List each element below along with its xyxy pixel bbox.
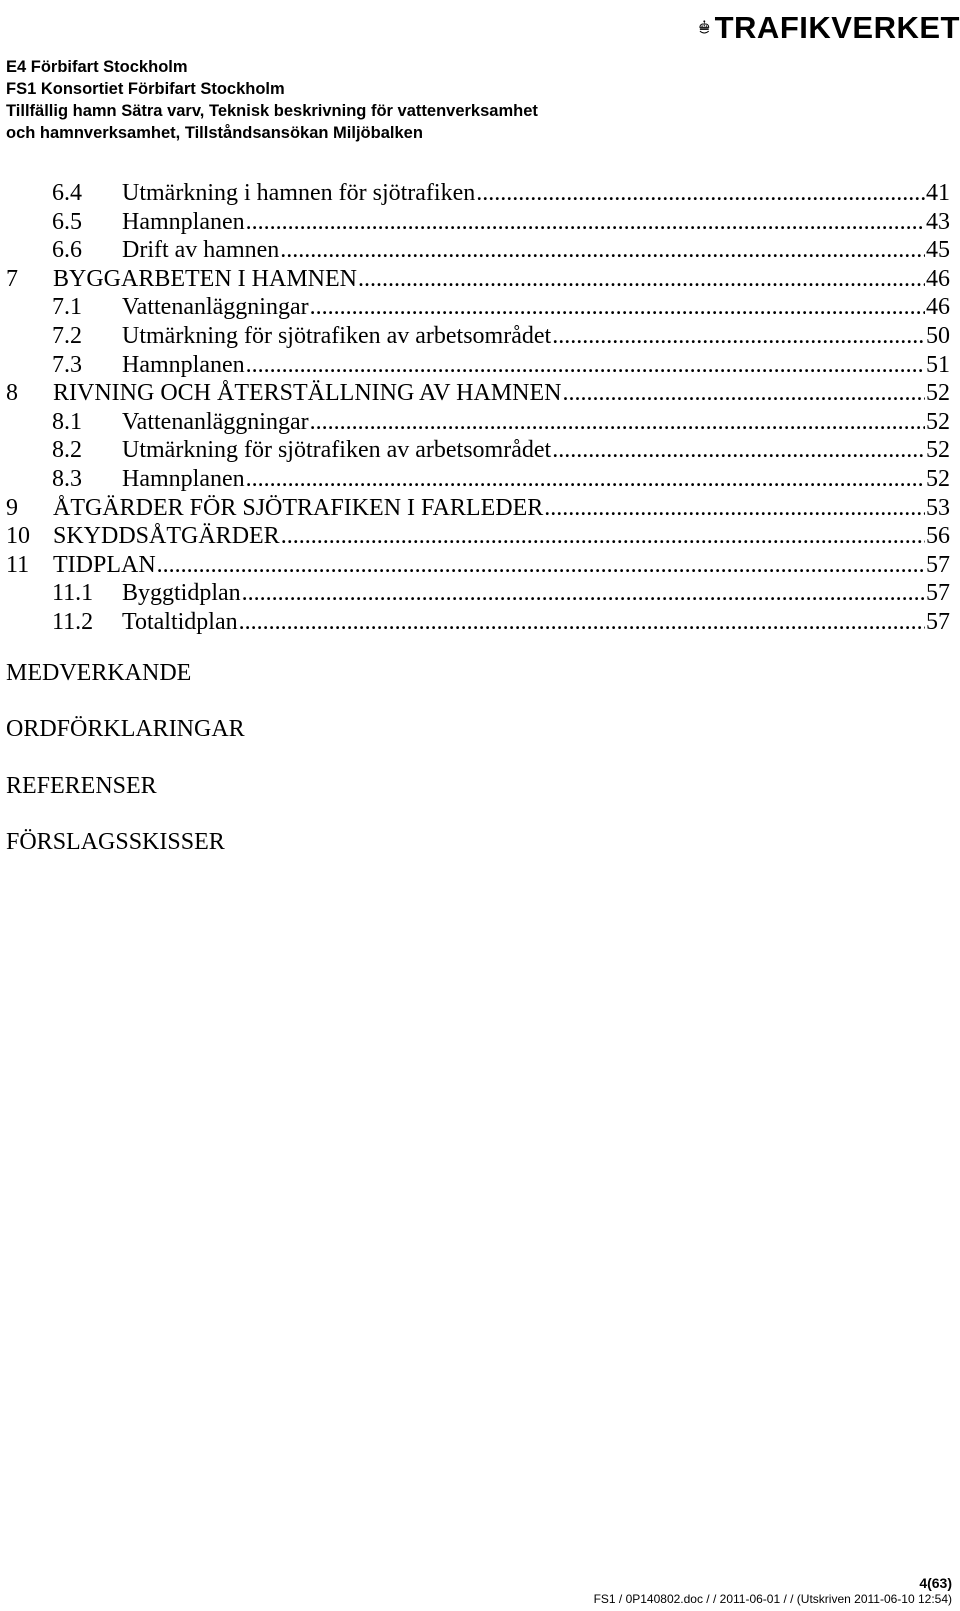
document-header xyxy=(6,56,538,144)
header-line: och hamnverksamhet, Tillståndsansökan Miljöbalken xyxy=(6,124,423,142)
toc-entry-number: 11.1 xyxy=(52,580,94,607)
toc-entry[interactable] xyxy=(0,494,960,523)
extra-section-heading: FÖRSLAGSSKISSER xyxy=(6,829,225,855)
toc-entry[interactable] xyxy=(0,236,960,265)
toc-entry-number: 6.6 xyxy=(52,237,82,264)
toc-entry[interactable] xyxy=(0,351,960,380)
toc-entry[interactable] xyxy=(0,208,960,237)
toc-entry[interactable] xyxy=(0,551,960,580)
toc-entry-number: 6.5 xyxy=(52,208,82,235)
toc-entry-page: 57 xyxy=(926,551,950,578)
toc-entry-number: 11 xyxy=(6,551,30,578)
toc-entry-page: 52 xyxy=(926,465,950,492)
header-line: FS1 Konsortiet Förbifart Stockholm xyxy=(6,80,285,98)
extra-section-heading: ORDFÖRKLARINGAR xyxy=(6,716,245,742)
toc-entry-page: 57 xyxy=(926,608,950,635)
toc-entry-title: BYGGARBETEN I HAMNEN ..... xyxy=(53,265,950,294)
toc-entry[interactable] xyxy=(0,579,960,608)
toc-entry-number: 6.4 xyxy=(52,180,82,206)
toc-entry-title: Utmärkning för sjötrafiken av arbetsområdet ..... xyxy=(122,322,950,351)
toc-entry-number: 7.1 xyxy=(52,294,82,321)
toc-entry-page: 52 xyxy=(926,380,950,407)
toc-entry-title: Vattenanläggningar ..... xyxy=(122,293,950,322)
extra-section-heading: MEDVERKANDE xyxy=(6,660,192,686)
toc-entry-title: Byggtidplan ..... xyxy=(122,579,950,608)
toc-entry-number: 10 xyxy=(6,523,30,550)
header-line: E4 Förbifart Stockholm xyxy=(6,58,188,76)
toc-entry-page: 50 xyxy=(926,322,950,349)
trafikverket-logo xyxy=(698,2,960,54)
toc-entry-title: ÅTGÄRDER FÖR SJÖTRAFIKEN I FARLEDER ..... xyxy=(53,494,950,523)
toc-entry-number: 8.1 xyxy=(52,408,82,435)
toc-entry-page: 52 xyxy=(926,437,950,464)
logo-text: TRAFIKVERKET xyxy=(714,10,960,45)
toc-entry-page: 43 xyxy=(926,208,950,235)
toc-entry[interactable] xyxy=(0,379,960,408)
toc-entry-title: RIVNING OCH ÅTERSTÄLLNING AV HAMNEN ..... xyxy=(53,379,950,408)
toc-entry[interactable] xyxy=(0,179,960,208)
toc-entry-title: Hamnplanen ..... xyxy=(122,465,950,494)
toc-entry-page: 51 xyxy=(926,351,950,378)
toc-entry-title: Utmärkning i hamnen för sjötrafiken ..... xyxy=(122,179,950,208)
crown-icon xyxy=(698,2,711,54)
toc-entry-title: TIDPLAN ..... xyxy=(53,551,950,580)
toc-entry-number: 8.3 xyxy=(52,465,82,492)
toc-entry-page: 41 xyxy=(926,180,950,206)
toc-entry-number: 7 xyxy=(6,265,18,292)
toc-entry[interactable] xyxy=(0,436,960,465)
toc-entry-title: SKYDDSÅTGÄRDER ..... xyxy=(53,522,950,551)
toc-entry-title: Utmärkning för sjötrafiken av arbetsområdet ..... xyxy=(122,436,950,465)
toc-entry[interactable] xyxy=(0,408,960,437)
toc-entry[interactable] xyxy=(0,465,960,494)
toc-entry-title: Hamnplanen ..... xyxy=(122,351,950,380)
toc-entry[interactable] xyxy=(0,522,960,551)
header-line: Tillfällig hamn Sätra varv, Teknisk beskrivning för vattenverksamhet xyxy=(6,102,538,120)
table-of-contents xyxy=(0,179,960,637)
page-number: 4(63) xyxy=(919,1575,952,1591)
toc-entry[interactable] xyxy=(0,265,960,294)
toc-entry-page: 53 xyxy=(926,494,950,521)
toc-entry-number: 9 xyxy=(6,494,18,521)
toc-entry[interactable] xyxy=(0,293,960,322)
document-info: FS1 / 0P140802.doc / / 2011-06-01 / / (Utskriven 2011-06-10 12:54) xyxy=(593,1592,952,1606)
toc-entry-number: 7.3 xyxy=(52,351,82,378)
toc-entry-number: 8.2 xyxy=(52,437,82,464)
toc-entry-title: Drift av hamnen ..... xyxy=(122,236,950,265)
toc-entry-title: Vattenanläggningar ..... xyxy=(122,408,950,437)
toc-entry[interactable] xyxy=(0,608,960,637)
toc-entry-title: Hamnplanen ..... xyxy=(122,208,950,237)
toc-entry[interactable] xyxy=(0,322,960,351)
toc-entry-page: 52 xyxy=(926,408,950,435)
toc-entry-number: 8 xyxy=(6,380,18,407)
toc-entry-page: 56 xyxy=(926,523,950,550)
toc-entry-page: 57 xyxy=(926,580,950,607)
toc-entry-number: 7.2 xyxy=(52,322,82,349)
toc-entry-page: 45 xyxy=(926,237,950,264)
extra-section-heading: REFERENSER xyxy=(6,773,157,799)
toc-entry-number: 11.2 xyxy=(52,608,94,635)
toc-entry-page: 46 xyxy=(926,265,950,292)
toc-entry-page: 46 xyxy=(926,294,950,321)
toc-entry-title: Totaltidplan ..... xyxy=(122,608,950,637)
